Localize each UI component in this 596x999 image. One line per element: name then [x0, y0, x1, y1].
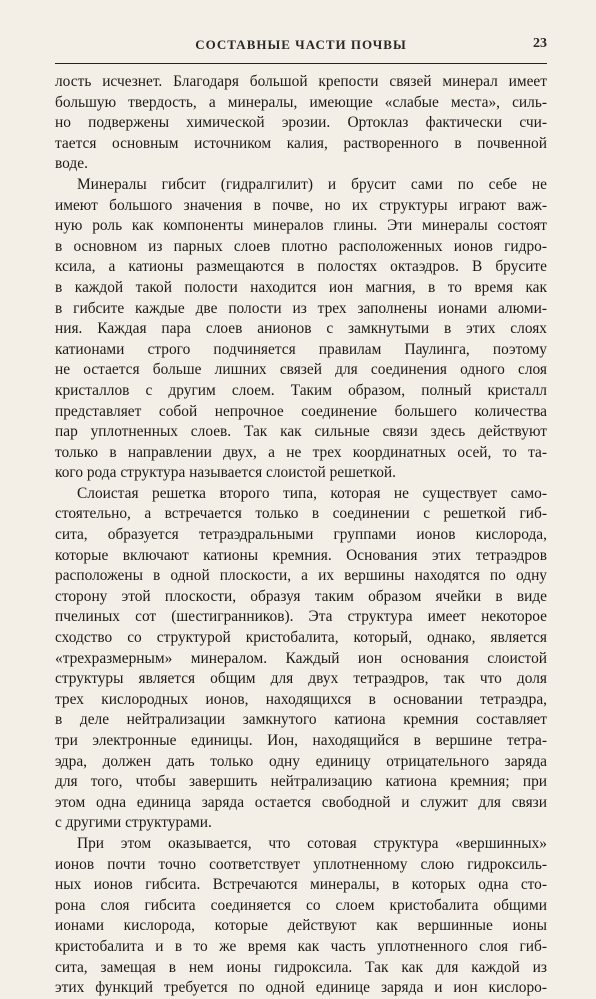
text-line: ную роль как компоненты минералов глины. Эти минералы состоят — [55, 217, 547, 235]
text-line: только в направлении двух, а не трех координатных осей, то та- — [55, 443, 547, 461]
text-line: в деле нейтрализации замкнутого катиона кремния составляет — [55, 711, 547, 729]
text-line: ионов почти точно соответствует уплотненному слою гидроксиль- — [55, 855, 547, 873]
text-line: ния. Каждая пара слоев анионов с замкнутыми в этих слоях — [55, 320, 547, 338]
text-line: этом одна единица заряда остается свободной и служит для связи — [55, 793, 547, 811]
text-line: лость исчезнет. Благодаря большой крепости связей минерал имеет — [55, 73, 547, 90]
text-line: эдра, должен дать только одну единицу отрицательного заряда — [55, 752, 547, 770]
text-line: кристаллов с другим слоем. Таким образом, полный кристалл — [55, 381, 547, 399]
text-line: катионами строго подчиняется правилам Паулинга, поэтому — [55, 340, 547, 358]
text-line: в основном из парных слоев плотно расположенных ионов гидро- — [55, 237, 547, 255]
paragraph — [55, 834, 547, 999]
text-line: пчелиных сот (шестигранников). Эта структура имеет некоторое — [55, 608, 547, 626]
running-title: СОСТАВНЫЕ ЧАСТИ ПОЧВЫ — [195, 37, 407, 52]
page-header — [55, 37, 547, 64]
text-line: для того, чтобы завершить нейтрализацию катиона кремния; при — [55, 773, 547, 791]
text-line: Слоистая решетка второго типа, которая не существует само- — [77, 484, 547, 502]
paragraph — [55, 72, 547, 175]
paragraph — [55, 175, 547, 484]
text-line: три электронные единицы. Ион, находящийся в вершине тетра- — [55, 732, 547, 749]
text-line: рона слоя гибсита соединяется со слоем кристобалита общими — [55, 896, 547, 914]
text-line: ионами кислорода, которые действуют как вершинные ионы — [55, 917, 547, 935]
text-line: представляет собой непрочное соединение большего количества — [55, 402, 547, 420]
text-line: стоятельно, а встречается только в соединении с решеткой гиб- — [55, 505, 547, 523]
text-line: не остается больше лишних связей для соединения одного слоя — [55, 361, 547, 379]
text-line: в гибсите каждые две полости из трех заполнены ионами алюми- — [55, 299, 547, 317]
body-text — [55, 72, 547, 999]
text-line: сходство со структурой кристобалита, который, однако, является — [55, 629, 547, 647]
paragraph — [55, 484, 547, 834]
text-line: расположены в одной плоскости, а их вершины находятся по одну — [55, 567, 547, 585]
text-line: Минералы гибсит (гидралгилит) и брусит сами по себе не — [77, 175, 547, 193]
text-line: пар уплотненных слоев. Так как сильные связи здесь действуют — [55, 423, 547, 441]
text-line: кристобалита и в то же время как часть уплотненного слоя гиб- — [55, 937, 547, 955]
text-line: структуры является общим для двух тетраэдров, так что доля — [55, 670, 547, 688]
text-line: этих функций требуется по одной единице заряда и ион кислоро- — [55, 979, 547, 997]
text-line: которые включают катионы кремния. Основания этих тетраэдров — [55, 546, 547, 564]
text-line: При этом оказывается, что сотовая структура «вершинных» — [77, 834, 547, 852]
text-line: сторону этой плоскости, образуя таким образом ячейки в виде — [55, 587, 547, 605]
text-line: воде. — [55, 155, 88, 173]
text-line: в каждой такой полости находится ион магния, в то время как — [55, 278, 547, 296]
text-line: сита, замещая в нем ионы гидроксила. Так как для каждой из — [55, 958, 547, 976]
text-line: но подвержены химической эрозии. Ортоклаз фактически счи- — [55, 114, 547, 132]
text-line: с другими структурами. — [55, 814, 212, 832]
text-line: тается основным источником калия, растворенного в почвенной — [55, 134, 547, 152]
text-line: «трехразмерным» минералом. Каждый ион основания слоистой — [55, 649, 547, 667]
text-line: сита, образуется тетраэдральными группами ионов кислорода, — [55, 526, 547, 544]
text-line: ных ионов гибсита. Встречаются минералы, в которых одна сто- — [55, 876, 547, 894]
text-line: большую твердость, а минералы, имеющие «слабые места», силь- — [55, 93, 547, 111]
text-line: имеют большого значения в почве, но их структуры играют важ- — [55, 196, 547, 214]
page-number: 23 — [533, 36, 547, 51]
text-line: ксила, а катионы размещаются в полостях октаэдров. В брусите — [55, 258, 547, 276]
text-line: трех кислородных ионов, находящихся в основании тетраэдра, — [55, 690, 547, 708]
text-line: кого рода структура называется слоистой решеткой. — [55, 464, 396, 482]
